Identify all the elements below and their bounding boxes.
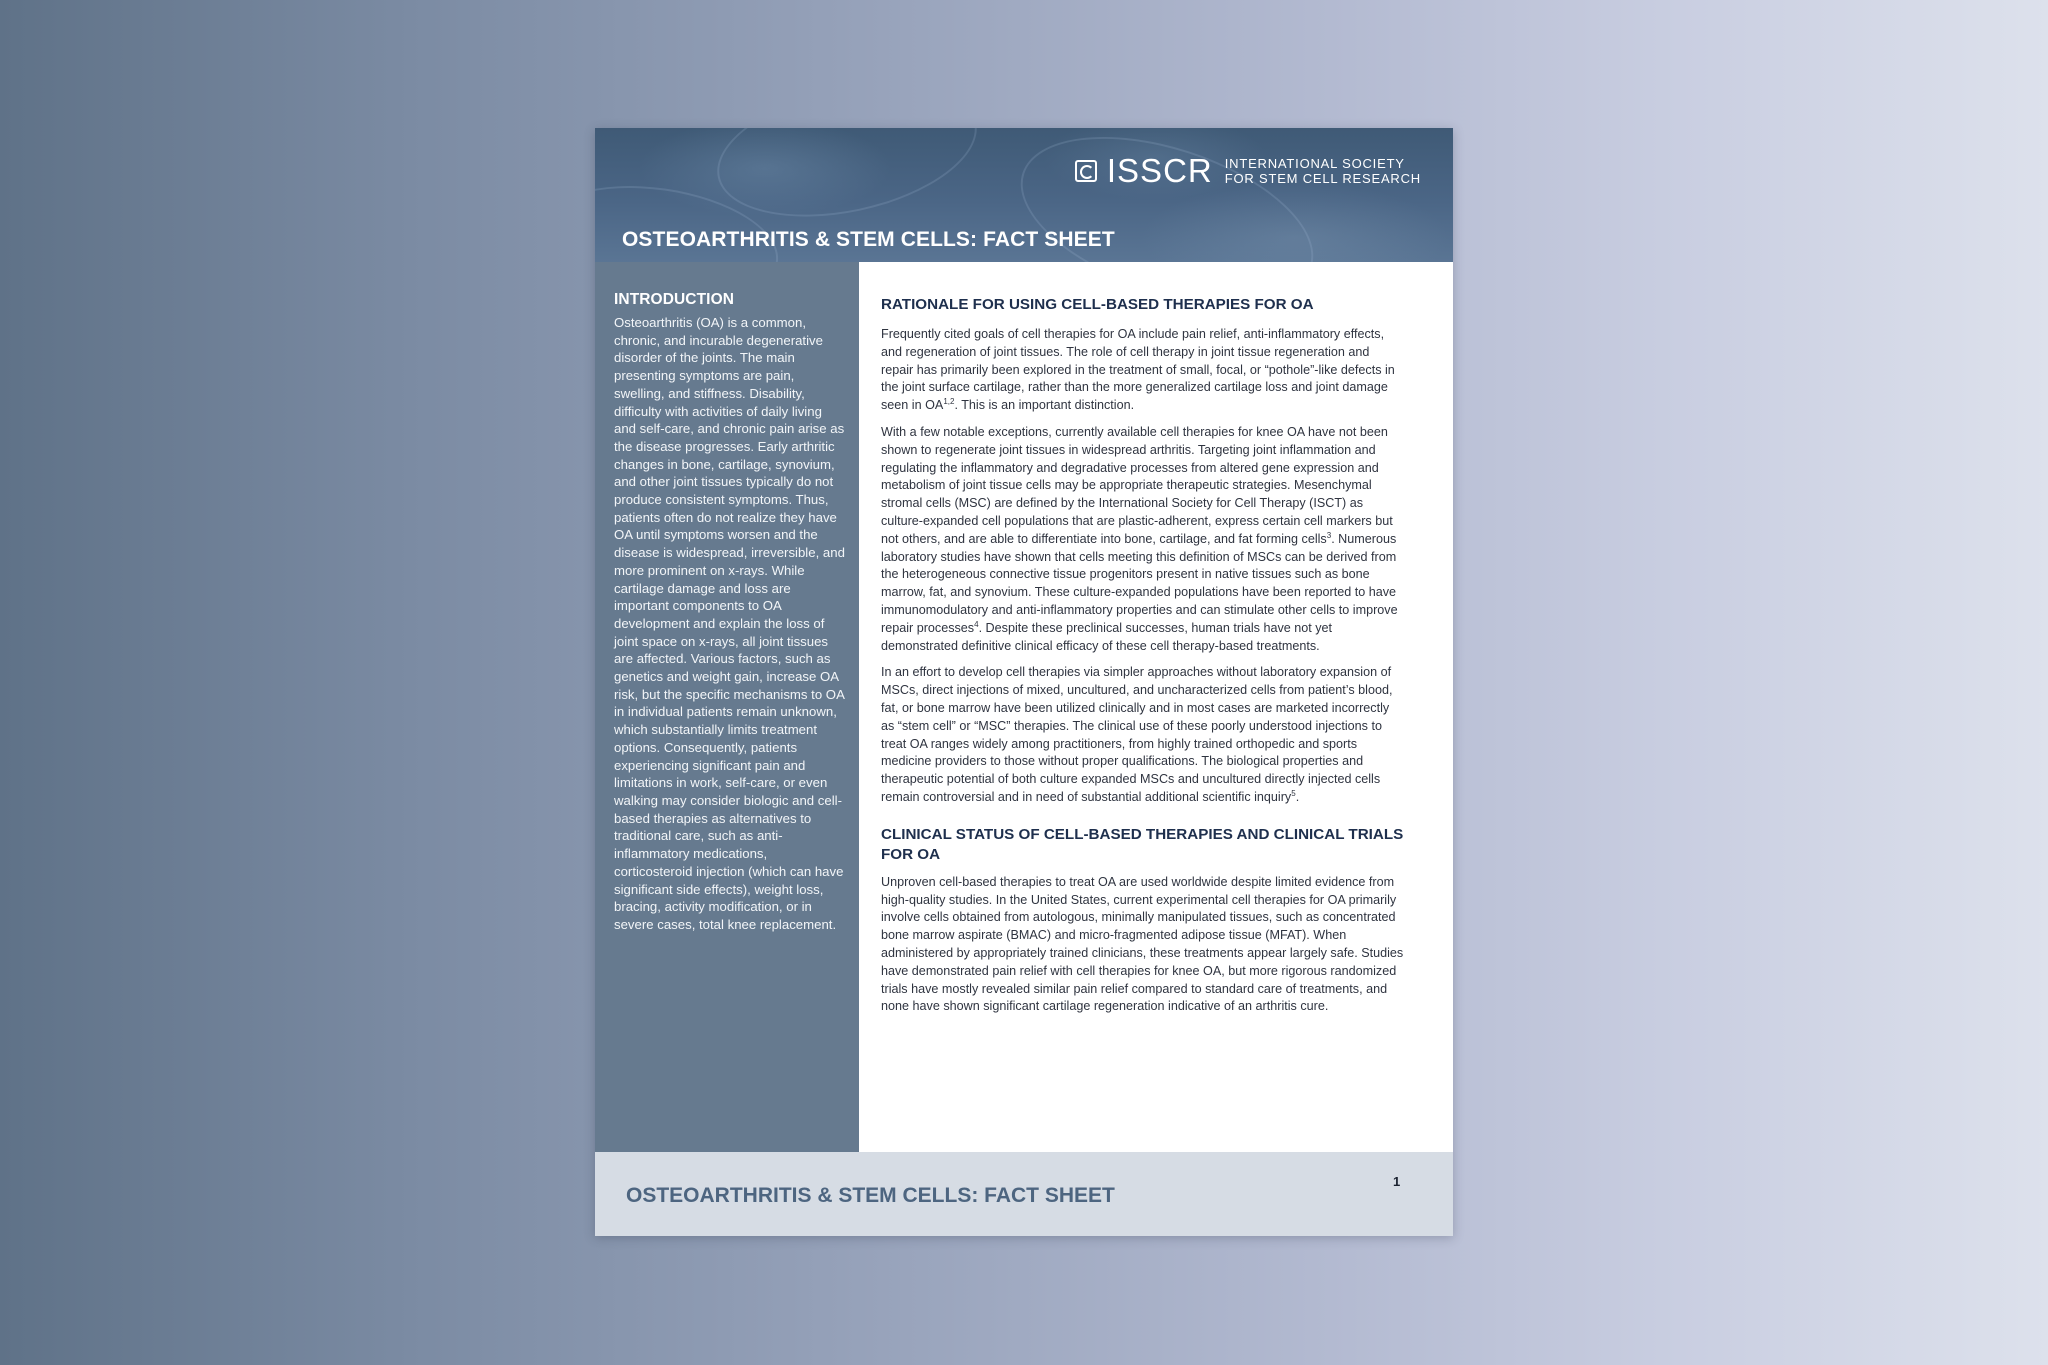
citation-ref: 3 [1326,530,1332,540]
footer-title: OSTEOARTHRITIS & STEM CELLS: FACT SHEET [626,1184,1115,1207]
page-header [595,128,1453,262]
logo-subtitle-line2: FOR STEM CELL RESEARCH [1224,170,1421,186]
text-run: . [1295,789,1300,804]
logo-subtitle-line1: INTERNATIONAL SOCIETY [1224,155,1405,171]
text-run: . Numerous laboratory studies have shown that cells meeting this definition of MSCs can be derived from the heterogeneous connective tissue progenitors present in native tissues such as bone marrow, fat, and synovium. These culture-expanded populations have been reported to have immunomodulatory and anti-inflammatory properties and can stimulate other cells to improve repair processes [881,531,1398,635]
logo-wordmark: ISSCR [1106,152,1213,189]
main-content [859,262,1453,1152]
page-footer [595,1152,1453,1236]
page-number: 1 [1393,1174,1401,1189]
text-run: . Despite these preclinical successes, human trials have not yet demonstrated definitive clinical efficacy of these cell therapy-based treatments. [881,620,1333,653]
clinical-status-heading: CLINICAL STATUS OF CELL-BASED THERAPIES AND CLINICAL TRIALS FOR OA [881,825,1404,863]
rationale-heading: RATIONALE FOR USING CELL-BASED THERAPIES FOR OA [881,296,1314,313]
rationale-paragraph-1 [881,326,1405,415]
logo-subtitle [1225,156,1421,186]
isscr-logo-icon [1075,160,1097,182]
introduction-body: Osteoarthritis (OA) is a common, chronic, and incurable degenerative disorder of the joints. The main presenting symptoms are pain, swelling, and stiffness. Disability, difficulty with activities of daily living and self-care, and chronic pain arise as the disease progresses. Early arthritic changes in bone, cartilage, synovium, and other joint tissues typically do not produce consistent symptoms. Thus, patients often do not realize they have OA until symptoms worsen and the disease is widespread, irreversible, and more prominent on x-rays. While cartilage damage and loss are important components to OA development and explain the loss of joint space on x-rays, all joint tissues are affected. Various factors, such as genetics and weight gain, increase OA risk, but the specific mechanisms to OA in individual patients remain unknown, which substantially limits treatment options. Consequently, patients experiencing significant pain and limitations in work, self-care, or even walking may consider biologic and cell-based therapies as alternatives to traditional care, such as anti-inflammatory medications, corticosteroid injection (which can have significant side effects), weight loss, bracing, activity modification, or in severe cases, total knee replacement. [614,315,845,932]
clinical-status-paragraph: Unproven cell-based therapies to treat OA are used worldwide despite limited evidence from high-quality studies. In the United States, current experimental cell therapies for OA primarily involve cells obtained from autologous, minimally manipulated tissues, such as concentrated bone marrow aspirate (BMAC) and micro-fragmented adipose tissue (MFAT). When administered by appropriately trained clinicians, these treatments appear largely safe. Studies have demonstrated pain relief with cell therapies for knee OA, but more rigorous randomized trials have mostly revealed similar pain relief compared to standard care of treatments, and none have shown significant cartilage regeneration indicative of an arthritis cure. [881,874,1404,1014]
fact-sheet-page [595,128,1453,1236]
introduction-sidebar [595,262,859,1152]
citation-ref: 1,2 [943,397,955,406]
text-run: With a few notable exceptions, currently available cell therapies for knee OA have not been shown to regenerate joint tissues in widespread arthritis. Targeting joint inflammation and regulating the inflammatory and degradative processes from altered gene expression and metabolism of joint tissue cells may be appropriate therapeutic strategies. Mesenchymal stromal cells (MSC) are defined by the International Society for Cell Therapy (ISCT) as culture-expanded cell populations that are plastic-adherent, express certain cell markers but not others, and are able to differentiate into bone, cartilage, and fat forming cells [881,424,1393,546]
citation-ref: 5 [1291,788,1296,798]
text-run: Frequently cited goals of cell therapies for OA include pain relief, anti-inflammatory effects, and regeneration of joint tissues. The role of cell therapy in joint tissue regeneration and repair has primarily been explored in the treatment of small, focal, or “pothole”-like defects in the joint surface cartilage, rather than the more generalized cartilage loss and joint damage seen in OA [881,327,1395,413]
rationale-paragraph-2 [881,424,1405,655]
document-title: OSTEOARTHRITIS & STEM CELLS: FACT SHEET [622,228,1115,251]
citation-ref: 4 [974,619,979,629]
text-run: . This is an important distinction. [954,398,1135,413]
introduction-heading: INTRODUCTION [614,291,735,308]
rationale-paragraph-3 [881,664,1405,806]
text-run: In an effort to develop cell therapies via simpler approaches without laboratory expansion of MSCs, direct injections of mixed, uncultured, and uncharacterized cells from patient’s blood, fat, or bone marrow have been utilized clinically and in most cases are marketed incorrectly as “stem cell” or “MSC” therapies. The clinical use of these poorly understood injections to treat OA ranges widely among practitioners, from highly trained orthopedic and sports medicine providers to those without proper qualifications. The biological properties and therapeutic potential of both culture expanded MSCs and uncultured directly injected cells remain controversial and in need of substantial additional scientific inquiry [881,665,1393,804]
isscr-logo [1075,154,1421,187]
